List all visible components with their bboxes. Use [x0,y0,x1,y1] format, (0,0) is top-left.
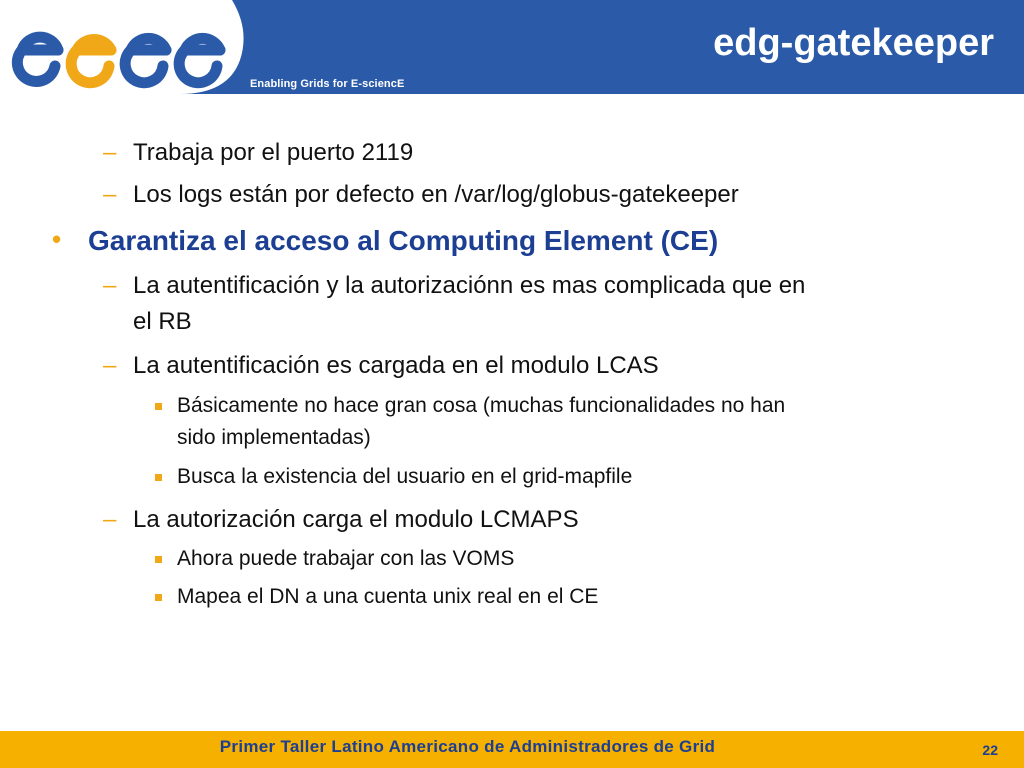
egee-logo [0,0,250,94]
header-tagline: Enabling Grids for E-sciencE [250,78,405,90]
page-number: 22 [982,742,998,758]
dot-bullet-icon: • [52,224,62,254]
main-bullet-text: Garantiza el acceso al Computing Element (CE) [88,225,719,256]
footer-text: Primer Taller Latino Americano de Administradores de Grid [219,737,716,756]
square-bullet-icon [155,556,162,563]
sub-bullet-text: Busca la existencia del usuario en el grid-mapfile [177,465,633,488]
square-bullet-icon [155,403,162,410]
egee-logo-icon [0,0,250,94]
sub-bullet-text-continuation: sido implementadas) [177,426,371,449]
square-bullet-icon [155,594,162,601]
sub-bullet-text: Mapea el DN a una cuenta unix real en el CE [177,585,599,608]
dash-bullet-icon: – [103,352,117,379]
bullet-text: Los logs están por defecto en /var/log/globus-gatekeeper [133,181,739,208]
slide-title: edg-gatekeeper [713,22,994,64]
dash-bullet-icon: – [103,139,117,166]
bullet-text: La autentificación es cargada en el modulo LCAS [133,352,659,379]
sub-bullet-text: Básicamente no hace gran cosa (muchas funcionalidades no han [177,394,786,417]
bullet-text: La autorización carga el modulo LCMAPS [133,506,579,533]
square-bullet-icon [155,474,162,481]
dash-bullet-icon: – [103,181,117,208]
bullet-text-continuation: el RB [133,308,192,335]
bullet-text: Trabaja por el puerto 2119 [133,139,414,166]
sub-bullet-text: Ahora puede trabajar con las VOMS [177,547,515,570]
bullet-text: La autentificación y la autorizaciónn es mas complicada que en [133,272,806,299]
dash-bullet-icon: – [103,506,117,533]
dash-bullet-icon: – [103,272,117,299]
